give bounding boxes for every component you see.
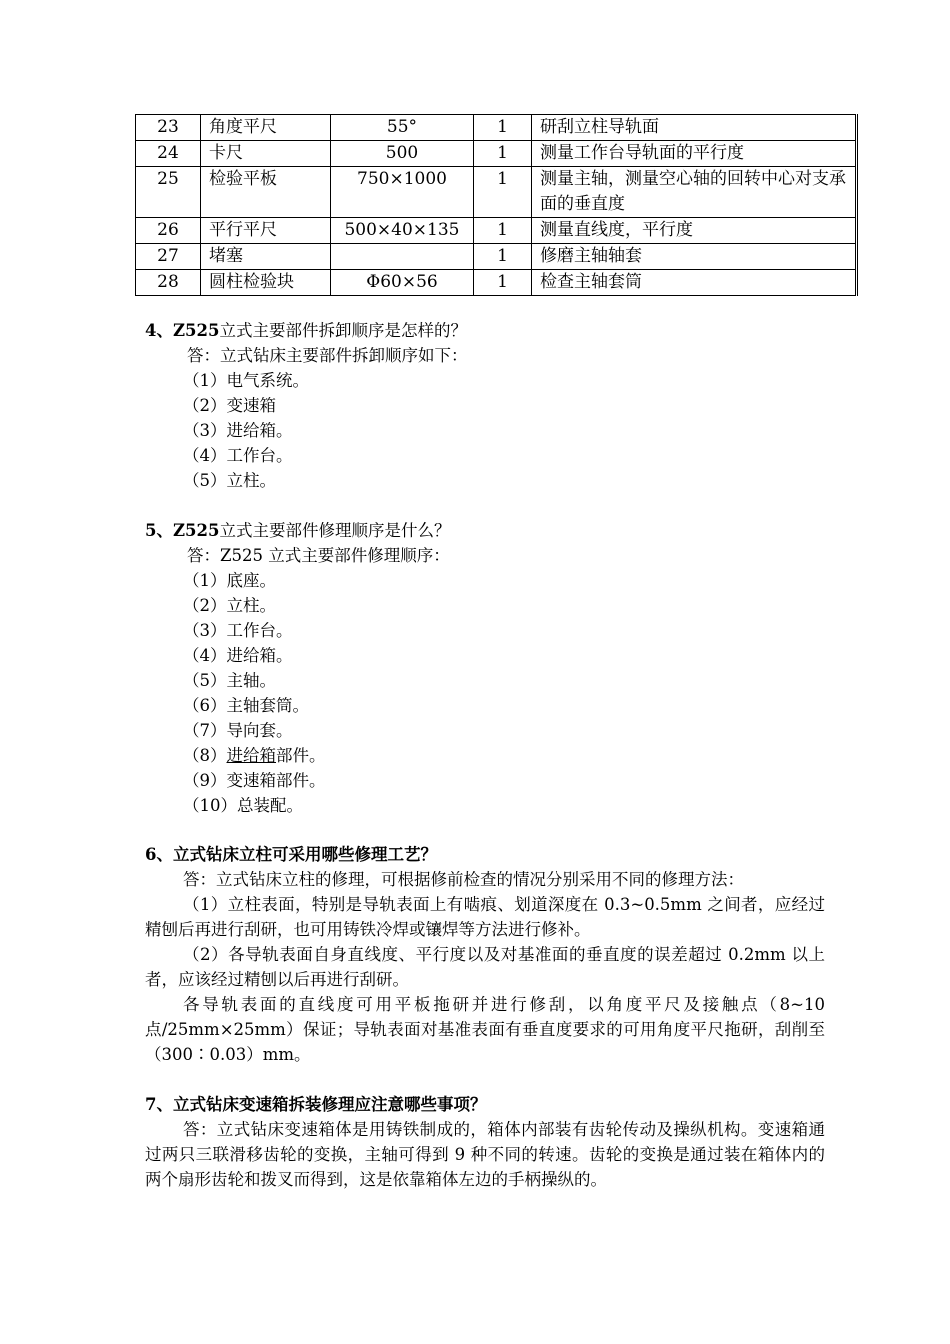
tool-name: 角度平尺 (201, 115, 331, 141)
list-item: （5）主轴。 (183, 671, 276, 690)
underlined-term: 进给箱 (226, 746, 276, 765)
paragraph: 答：立式钻床立柱的修理，可根据修前检查的情况分别采用不同的修理方法： (183, 870, 744, 889)
tool-qty: 1 (474, 218, 532, 244)
tool-name: 平行平尺 (201, 218, 331, 244)
tool-spec: Φ60×56 (331, 270, 474, 296)
question-number: 4、Z525 (145, 321, 220, 340)
question-7-section (145, 1092, 825, 1192)
row-number: 27 (136, 244, 201, 270)
item-prefix: （8） (183, 746, 227, 765)
list-item: （6）主轴套筒。 (183, 696, 309, 715)
question-number: 6、 (145, 845, 173, 864)
item-suffix: 部件。 (276, 746, 326, 765)
table-row (136, 270, 857, 296)
tool-use: 研刮立柱导轨面 (532, 115, 857, 141)
list-item: （5）立柱。 (183, 471, 276, 490)
question-6-heading (145, 842, 825, 867)
question-6-section (145, 842, 825, 1067)
list-item: （3）工作台。 (183, 621, 293, 640)
tool-name: 检验平板 (201, 167, 331, 218)
table-row (136, 141, 857, 167)
list-item: （4）工作台。 (183, 446, 293, 465)
tool-name: 卡尺 (201, 141, 331, 167)
row-number: 23 (136, 115, 201, 141)
tool-use: 测量工作台导轨面的平行度 (532, 141, 857, 167)
table-row (136, 218, 857, 244)
tool-qty: 1 (474, 244, 532, 270)
paragraph: 各导轨表面的直线度可用平板拖研并进行修刮，以角度平尺及接触点（8~10 点/25mm×25mm）保证；导轨表面对基准表面有垂直度要求的可用角度平尺拖研，刮削至（300∶0.03）mm。 (145, 995, 825, 1064)
tool-spec: 500 (331, 141, 474, 167)
paragraph: （2）各导轨表面自身直线度、平行度以及对基准面的垂直度的误差超过 0.2mm 以上者，应该经过精刨以后再进行刮研。 (145, 945, 825, 989)
list-item (183, 743, 825, 768)
list-item: （10）总装配。 (183, 796, 303, 815)
list-item: （2）立柱。 (183, 596, 276, 615)
paragraph: 答：立式钻床变速箱体是用铸铁制成的，箱体内部装有齿轮传动及操纵机构。变速箱通过两只三联滑移齿轮的变换，主轴可得到 9 种不同的转速。齿轮的变换是通过装在箱体内的两个扇形齿轮和拨叉而得到，这是依靠箱体左边的手柄操纵的。 (145, 1120, 825, 1189)
tool-qty: 1 (474, 167, 532, 218)
question-title: 立式主要部件拆卸顺序是怎样的？ (219, 321, 467, 340)
question-number: 7、 (145, 1095, 173, 1114)
table-row (136, 244, 857, 270)
tool-use: 测量直线度，平行度 (532, 218, 857, 244)
list-item: （1）底座。 (183, 571, 276, 590)
question-title: 立式主要部件修理顺序是什么？ (219, 521, 451, 540)
tool-spec: 500×40×135 (331, 218, 474, 244)
row-number: 26 (136, 218, 201, 244)
tool-qty: 1 (474, 115, 532, 141)
question-number: 5、Z525 (145, 521, 220, 540)
list-item: （1）电气系统。 (183, 371, 309, 390)
question-7-heading (145, 1092, 825, 1117)
question-4-section (145, 318, 825, 493)
answer-intro: 答：立式钻床主要部件拆卸顺序如下： (187, 346, 468, 365)
table-row (136, 115, 857, 141)
table-row (136, 167, 857, 218)
row-number: 28 (136, 270, 201, 296)
tool-spec: 750×1000 (331, 167, 474, 218)
tool-use: 检查主轴套筒 (532, 270, 857, 296)
question-4-heading (145, 318, 825, 343)
tool-use: 修磨主轴轴套 (532, 244, 857, 270)
list-item: （9）变速箱部件。 (183, 771, 326, 790)
list-item: （4）进给箱。 (183, 646, 293, 665)
question-5-heading (145, 518, 825, 543)
row-number: 24 (136, 141, 201, 167)
question-title: 立式钻床立柱可采用哪些修理工艺？ (172, 845, 437, 864)
question-title: 立式钻床变速箱拆装修理应注意哪些事项？ (172, 1095, 487, 1114)
tools-table (135, 114, 858, 296)
question-5-section (145, 518, 825, 818)
row-number: 25 (136, 167, 201, 218)
paragraph: （1）立柱表面，特别是导轨表面上有啮痕、划道深度在 0.3~0.5mm 之间者，应经过精刨后再进行刮研，也可用铸铁冷焊或镶焊等方法进行修补。 (145, 895, 825, 939)
tool-name: 圆柱检验块 (201, 270, 331, 296)
list-item: （7）导向套。 (183, 721, 293, 740)
tool-spec: 55° (331, 115, 474, 141)
tool-qty: 1 (474, 270, 532, 296)
list-item: （2）变速箱 (183, 396, 276, 415)
tool-name: 堵塞 (201, 244, 331, 270)
tool-spec (331, 244, 474, 270)
list-item: （3）进给箱。 (183, 421, 293, 440)
answer-intro: 答：Z525 立式主要部件修理顺序： (187, 546, 450, 565)
tool-qty: 1 (474, 141, 532, 167)
tool-use: 测量主轴，测量空心轴的回转中心对支承面的垂直度 (532, 167, 857, 218)
